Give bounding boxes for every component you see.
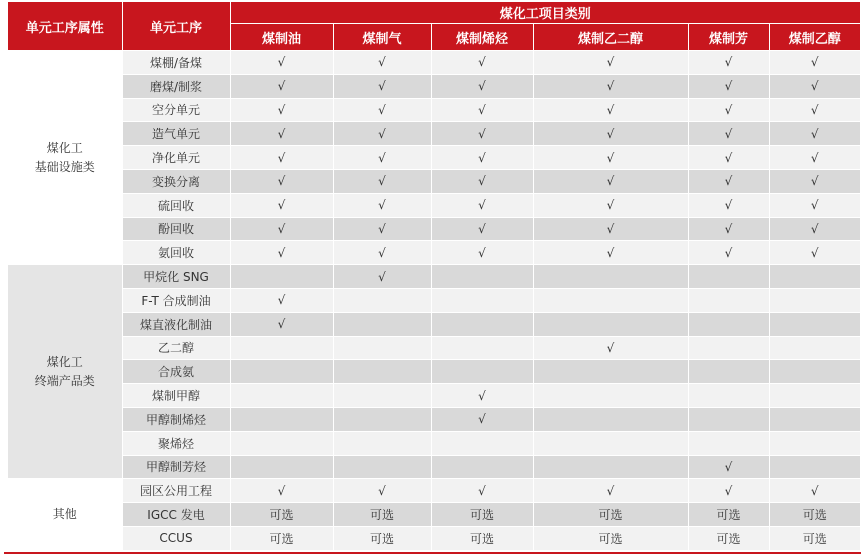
category-cell: 可选: [333, 526, 431, 550]
category-cell: √: [688, 74, 769, 98]
category-cell: √: [230, 217, 333, 241]
category-cell: [230, 336, 333, 360]
header-attr: 单元工序属性: [8, 2, 122, 51]
category-cell: [333, 288, 431, 312]
category-cell: √: [333, 74, 431, 98]
category-cell: √: [769, 74, 860, 98]
category-cell: [431, 455, 533, 479]
category-cell: [431, 265, 533, 289]
category-cell: [230, 455, 333, 479]
group-label: [8, 479, 122, 550]
category-cell: √: [769, 479, 860, 503]
header-category: 煤制乙二醇: [533, 24, 688, 51]
process-name: 煤棚/备煤: [122, 51, 230, 75]
category-cell: [431, 336, 533, 360]
category-cell: √: [533, 98, 688, 122]
category-cell: √: [333, 193, 431, 217]
table-row: [8, 288, 860, 312]
group-label-line1: 煤化工: [46, 140, 83, 155]
category-cell: √: [333, 98, 431, 122]
category-cell: [769, 455, 860, 479]
category-cell: [688, 431, 769, 455]
category-cell: √: [333, 217, 431, 241]
category-cell: √: [431, 407, 533, 431]
category-cell: √: [333, 122, 431, 146]
process-name: CCUS: [122, 526, 230, 550]
table-row: [8, 241, 860, 265]
table-row: [8, 503, 860, 527]
process-name: 合成氨: [122, 360, 230, 384]
category-cell: √: [333, 169, 431, 193]
category-cell: √: [230, 312, 333, 336]
category-cell: √: [769, 169, 860, 193]
category-cell: 可选: [533, 503, 688, 527]
process-name: 酚回收: [122, 217, 230, 241]
category-cell: 可选: [431, 503, 533, 527]
process-name: IGCC 发电: [122, 503, 230, 527]
table-row: [8, 360, 860, 384]
table-row: [8, 455, 860, 479]
category-cell: √: [431, 98, 533, 122]
group-label-line1: 煤化工: [46, 354, 83, 369]
category-cell: √: [333, 241, 431, 265]
category-cell: [230, 265, 333, 289]
category-cell: √: [688, 169, 769, 193]
category-cell: 可选: [688, 526, 769, 550]
category-cell: √: [431, 241, 533, 265]
category-cell: √: [230, 122, 333, 146]
category-cell: 可选: [230, 503, 333, 527]
category-cell: √: [333, 51, 431, 75]
table-row: [8, 526, 860, 550]
category-cell: √: [333, 479, 431, 503]
category-cell: [333, 312, 431, 336]
header-category-group: 煤化工项目类别: [230, 2, 860, 24]
table-row: [8, 407, 860, 431]
category-cell: √: [431, 51, 533, 75]
category-cell: √: [533, 169, 688, 193]
header-category: 煤制乙醇: [769, 24, 860, 51]
table-row: [8, 74, 860, 98]
category-cell: [533, 312, 688, 336]
table-row: [8, 146, 860, 170]
table-row: [8, 479, 860, 503]
category-cell: √: [431, 146, 533, 170]
category-cell: √: [688, 479, 769, 503]
process-name: 硫回收: [122, 193, 230, 217]
category-cell: √: [230, 288, 333, 312]
category-cell: √: [230, 98, 333, 122]
table-row: [8, 193, 860, 217]
category-cell: 可选: [431, 526, 533, 550]
header-category: 煤制烯烃: [431, 24, 533, 51]
category-cell: √: [230, 241, 333, 265]
process-name: 乙二醇: [122, 336, 230, 360]
category-cell: √: [333, 265, 431, 289]
process-name: 煤直液化制油: [122, 312, 230, 336]
category-cell: [769, 407, 860, 431]
group-label: [8, 265, 122, 479]
category-cell: [533, 455, 688, 479]
group-label-line2: 终端产品类: [34, 373, 95, 388]
bottom-rule: [4, 552, 861, 554]
table-row: [8, 431, 860, 455]
category-cell: √: [533, 193, 688, 217]
category-cell: √: [688, 98, 769, 122]
process-name: 氨回收: [122, 241, 230, 265]
header-category: 煤制芳: [688, 24, 769, 51]
category-cell: [769, 360, 860, 384]
category-cell: √: [533, 479, 688, 503]
category-cell: √: [769, 51, 860, 75]
table-row: [8, 265, 860, 289]
category-cell: 可选: [769, 526, 860, 550]
category-cell: 可选: [230, 526, 333, 550]
category-cell: [333, 384, 431, 408]
header-category: 煤制油: [230, 24, 333, 51]
category-cell: [533, 360, 688, 384]
category-cell: √: [431, 169, 533, 193]
category-cell: √: [230, 146, 333, 170]
category-cell: [230, 384, 333, 408]
category-cell: [688, 288, 769, 312]
category-cell: [230, 360, 333, 384]
process-name: 磨煤/制浆: [122, 74, 230, 98]
process-name: 甲烷化 SNG: [122, 265, 230, 289]
category-cell: √: [333, 146, 431, 170]
category-cell: √: [688, 193, 769, 217]
category-cell: √: [533, 51, 688, 75]
category-cell: √: [533, 336, 688, 360]
table-row: [8, 384, 860, 408]
category-cell: [431, 288, 533, 312]
category-cell: √: [533, 74, 688, 98]
process-name: 空分单元: [122, 98, 230, 122]
category-cell: [333, 431, 431, 455]
category-cell: [688, 360, 769, 384]
category-cell: √: [431, 193, 533, 217]
category-cell: [431, 312, 533, 336]
table-row: [8, 122, 860, 146]
coal-chemical-process-table: [8, 2, 860, 551]
group-label: [8, 51, 122, 265]
category-cell: [769, 336, 860, 360]
category-cell: √: [769, 241, 860, 265]
process-name: 甲醇制烯烃: [122, 407, 230, 431]
category-cell: [230, 431, 333, 455]
process-name: 变换分离: [122, 169, 230, 193]
table-row: [8, 336, 860, 360]
process-name: 净化单元: [122, 146, 230, 170]
category-cell: √: [769, 146, 860, 170]
category-cell: √: [533, 146, 688, 170]
category-cell: [688, 384, 769, 408]
category-cell: [333, 360, 431, 384]
category-cell: [533, 288, 688, 312]
category-cell: [333, 455, 431, 479]
category-cell: 可选: [769, 503, 860, 527]
category-cell: √: [431, 122, 533, 146]
category-cell: √: [533, 241, 688, 265]
category-cell: √: [688, 241, 769, 265]
process-name: 园区公用工程: [122, 479, 230, 503]
category-cell: [230, 407, 333, 431]
process-name: 煤制甲醇: [122, 384, 230, 408]
category-cell: √: [230, 74, 333, 98]
category-cell: [769, 265, 860, 289]
process-name: 造气单元: [122, 122, 230, 146]
category-cell: √: [230, 193, 333, 217]
category-cell: √: [230, 169, 333, 193]
category-cell: √: [688, 217, 769, 241]
process-name: F-T 合成制油: [122, 288, 230, 312]
category-cell: [688, 336, 769, 360]
header-process: 单元工序: [122, 2, 230, 51]
table-row: [8, 98, 860, 122]
table-body: [8, 51, 860, 551]
category-cell: [431, 431, 533, 455]
category-cell: [533, 384, 688, 408]
category-cell: √: [431, 74, 533, 98]
header-category: 煤制气: [333, 24, 431, 51]
category-cell: [533, 431, 688, 455]
category-cell: √: [688, 122, 769, 146]
category-cell: [333, 407, 431, 431]
category-cell: √: [688, 51, 769, 75]
category-cell: √: [431, 217, 533, 241]
category-cell: [769, 288, 860, 312]
category-cell: [769, 312, 860, 336]
table-row: [8, 169, 860, 193]
category-cell: √: [230, 51, 333, 75]
category-cell: [431, 360, 533, 384]
process-name: 甲醇制芳烃: [122, 455, 230, 479]
table-row: [8, 217, 860, 241]
category-cell: √: [431, 479, 533, 503]
category-cell: [769, 384, 860, 408]
table-row: [8, 51, 860, 75]
category-cell: [333, 336, 431, 360]
category-cell: √: [230, 479, 333, 503]
category-cell: 可选: [533, 526, 688, 550]
category-cell: √: [431, 384, 533, 408]
category-cell: √: [769, 98, 860, 122]
table-row: [8, 312, 860, 336]
category-cell: [688, 407, 769, 431]
category-cell: 可选: [688, 503, 769, 527]
category-cell: 可选: [333, 503, 431, 527]
group-label-line2: 基础设施类: [34, 159, 95, 174]
category-cell: √: [769, 217, 860, 241]
process-name: 聚烯烃: [122, 431, 230, 455]
category-cell: √: [769, 122, 860, 146]
category-cell: √: [533, 217, 688, 241]
category-cell: [533, 265, 688, 289]
category-cell: √: [769, 193, 860, 217]
category-cell: [769, 431, 860, 455]
category-cell: √: [688, 146, 769, 170]
category-cell: √: [688, 455, 769, 479]
category-cell: [688, 265, 769, 289]
category-cell: [533, 407, 688, 431]
category-cell: [688, 312, 769, 336]
category-cell: √: [533, 122, 688, 146]
group-label-line1: 其他: [52, 507, 77, 522]
